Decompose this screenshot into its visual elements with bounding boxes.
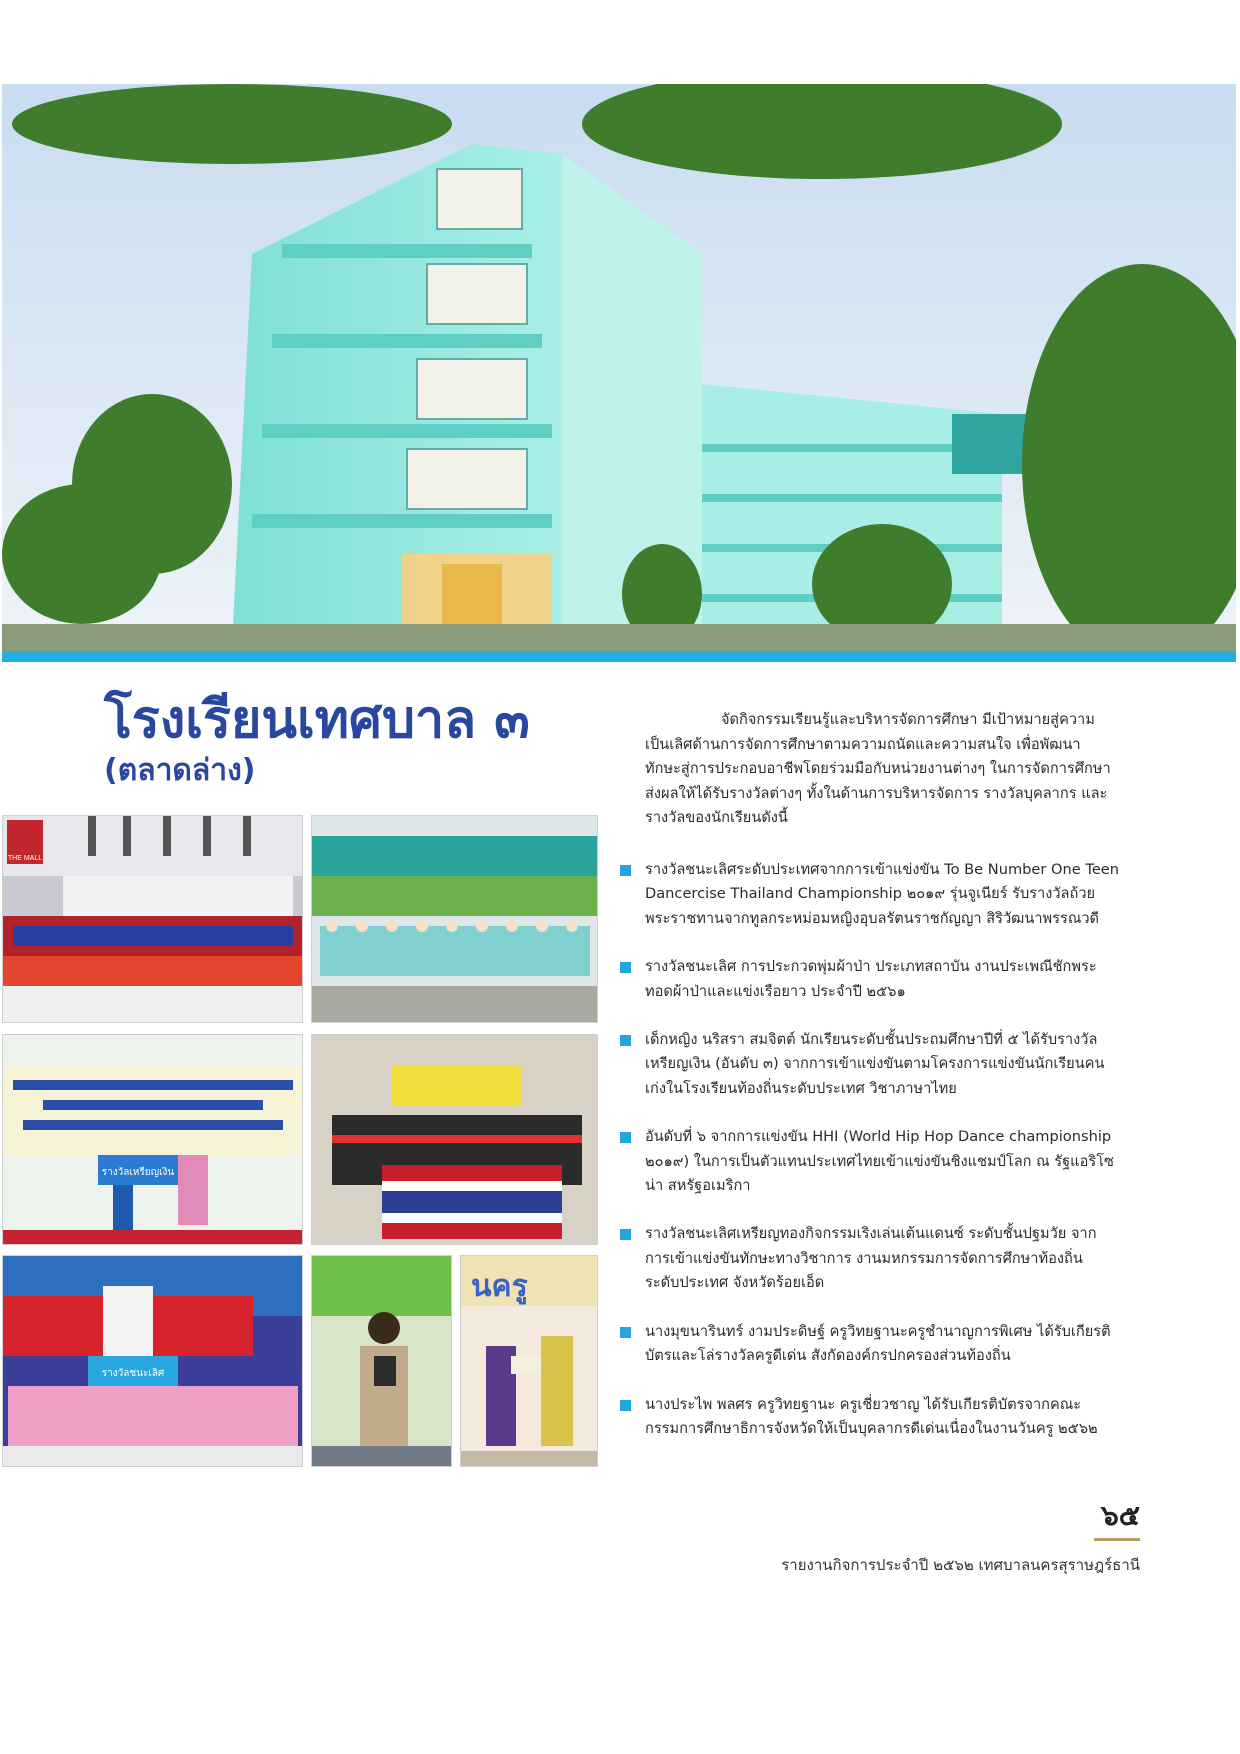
award-text: นางประไพ พลศร ครูวิทยฐานะ ครูเชี่ยวชาญ ได้รับเกียรติบัตรจากคณะกรรมการศึกษาธิการจังหวัดให้เป็นบุคลากรดีเด่นเนื่องในงานวันครู ๒๕๖๒	[645, 1395, 1098, 1437]
award-text: รางวัลชนะเลิศ การประกวดพุ่มผ้าป่า ประเภทสถาบัน งานประเพณีชักพระทอดผ้าป่าและแข่งเรือยาว ประจำปี ๒๕๖๑	[645, 958, 1097, 1000]
square-bullet-icon	[620, 962, 631, 973]
photo-award-ceremony-banner	[2, 1034, 303, 1245]
square-bullet-icon	[620, 1035, 631, 1046]
photo-caption-winner: รางวัลชนะเลิศ	[101, 1368, 165, 1379]
school-building-illustration	[2, 84, 1236, 651]
photo-stage-performance	[2, 815, 303, 1023]
accent-divider-bar	[2, 651, 1236, 662]
report-footer-title: รายงานกิจการประจำปี ๒๕๖๒ เทศบาลนครสุราษฎร์ธานี	[781, 1556, 1140, 1574]
school-subtitle: (ตลาดล่าง)	[104, 753, 256, 788]
photo-teacher-day-award	[460, 1255, 598, 1467]
photo-hip-hop-team-flag	[311, 1034, 598, 1245]
hero-school-building-photo	[2, 84, 1236, 651]
award-text: รางวัลชนะเลิศเหรียญทองกิจกรรมเริงเล่นเต้นแดนซ์ ระดับชั้นปฐมวัย จากการเข้าแข่งขันทักษะทางวิชาการ งานมหกรรมการจัดการศึกษาท้องถิ่น ระดับประเทศ จังหวัดร้อยเอ็ด	[645, 1225, 1097, 1292]
square-bullet-icon	[620, 1400, 631, 1411]
square-bullet-icon	[620, 1132, 631, 1143]
square-bullet-icon	[620, 1229, 631, 1240]
square-bullet-icon	[620, 1327, 631, 1338]
photo-caption-the-mall: THE MALL	[7, 855, 43, 862]
page-number: ๖๕	[1101, 1499, 1140, 1532]
page-number-underline	[1094, 1538, 1140, 1541]
award-text: เด็กหญิง นริสรา สมจิตต์ นักเรียนระดับชั้นประถมศึกษาปีที่ ๕ ได้รับรางวัลเหรียญเงิน (อันดับ ๓) จากการเข้าแข่งขันตามโครงการแข่งขันนักเรียนคนเก่งในโรงเรียนท้องถิ่นระดับประเทศ วิชาภาษาไทย	[645, 1031, 1105, 1097]
photo-teacher-award	[311, 1255, 452, 1467]
list-item	[620, 1125, 1120, 1198]
photo-dance-team-group	[311, 815, 598, 1023]
square-bullet-icon	[620, 865, 631, 876]
list-item	[620, 858, 1120, 931]
intro-paragraph: จัดกิจกรรมเรียนรู้และบริหารจัดการศึกษา มีเป้าหมายสู่ความเป็นเลิศด้านการจัดการศึกษาตามความถนัดและความสนใจ เพื่อพัฒนาทักษะสู่การประกอบอาชีพโดยร่วมมือกับหน่วยงานต่างๆ ในการจัดการศึกษา ส่งผลให้ได้รับรางวัลต่างๆ ทั้งในด้านการบริหารจัดการ รางวัลบุคลากร และรางวัลของนักเรียนดังนี้	[645, 711, 1111, 827]
school-title: โรงเรียนเทศบาล ๓	[104, 690, 530, 750]
list-item	[620, 1222, 1120, 1295]
list-item	[620, 1028, 1120, 1101]
award-text: รางวัลชนะเลิศระดับประเทศจากการเข้าแข่งขัน To Be Number One Teen Dancercise Thailand Championship ๒๐๑๙ รุ่นจูเนียร์ รับรางวัลถ้วยพระราชทานจากทูลกระหม่อมหญิงอุบลรัตนราชกัญญา สิริวัฒนาพรรณวดี	[645, 861, 1120, 927]
photo-caption-silver-award: รางวัลเหรียญเงิน	[101, 1167, 175, 1178]
award-text: นางมุขนารินทร์ งามประดิษฐ์ ครูวิทยฐานะครูชำนาญการพิเศษ ได้รับเกียรติบัตรและโล่รางวัลครูดีเด่น สังกัดองค์กรปกครองส่วนท้องถิ่น	[645, 1322, 1111, 1365]
photo-children-dancers	[2, 1255, 303, 1467]
list-item	[620, 1320, 1120, 1369]
list-item	[620, 1393, 1120, 1442]
list-item	[620, 955, 1120, 1004]
photo-caption-teacher-day: นครู	[471, 1269, 528, 1304]
awards-list	[620, 858, 1120, 1441]
award-text: อันดับที่ ๖ จากการแข่งขัน HHI (World Hip Hop Dance championship ๒๐๑๙) ในการเป็นตัวแทนประเทศไทยเข้าแข่งขันชิงแชมป์โลก ณ รัฐแอริโซน่า สหรัฐอเมริกา	[645, 1128, 1114, 1195]
